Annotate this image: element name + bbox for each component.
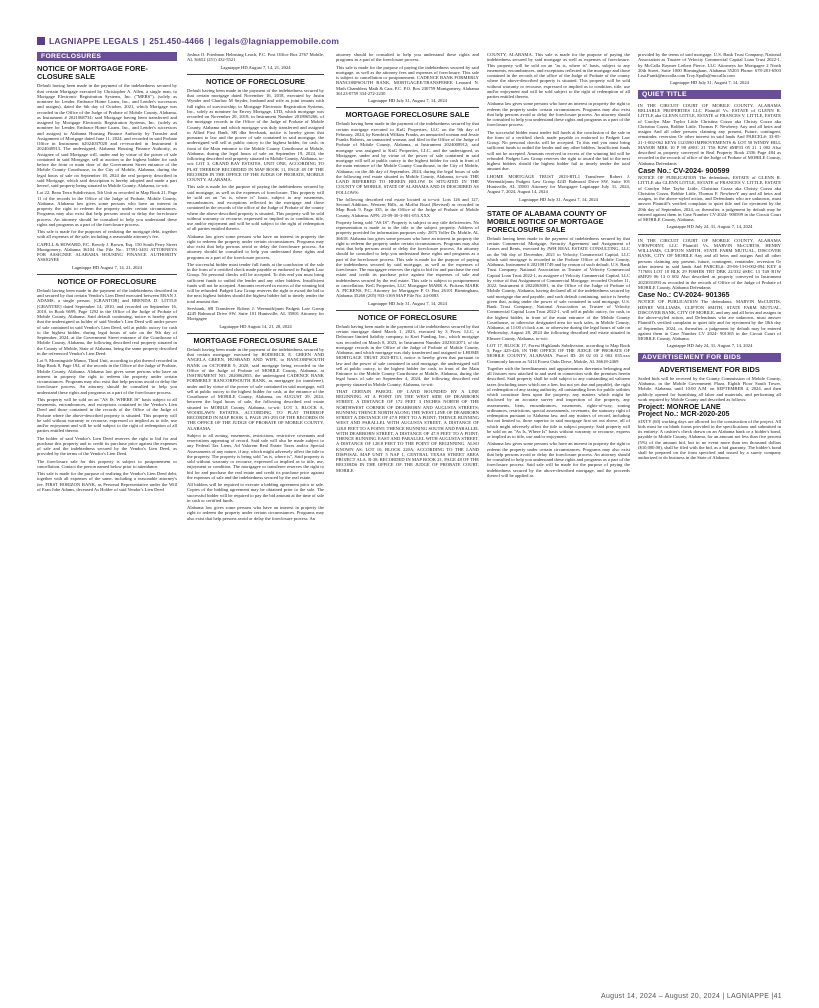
publication-line: Lagniappe HD July 31, August 7, 14, 2024	[670, 80, 749, 86]
publication-line: Lagniappe HD July 24, 31, August 7, 14, 2024	[666, 343, 753, 349]
column-2	[187, 52, 324, 987]
notice-paragraph: CAPELL & HOWARD, P.C. Bowdy J. Brown, Esq. 150 South Perry Street Montgomery, Alabama 36104 Our File No.: 37591-3401 ATTORNEYS FOR ASSIGNEE ALABAMA HOUSING FINANCE AUTHORITY ASSIGNEE	[37, 241, 177, 263]
notice-paragraph: The foreclosure sale for this property is subject to postponement or cancellation. Contact the person named below prior to attendance.	[37, 458, 177, 469]
notice-paragraph: IN THE CIRCUIT COURT OF MOBILE COUNTY, ALABAMA VIEWPOINT, LLC Plaintiff Vs. MARVIN McCURTIS, HENRY WILLIAMS, CLIFTON SMITH, STATE FARM MUTUAL, DISCOVER BANK, CITY OF MOBILE Any and all heirs and assigns And all other persons claiming any present, future, contingent, remainder, reversion Or other interest in said lands And PARCEL#: 29-06-13-0-002-094 KEY # 717683 LOT 18 BLK 29 FISHER TRT DBK 22/332 #SEC 13 T4S R1W #MP29 06 13 0 002 Also described as property conveyed in Instrument 2023031093 as recorded in the records of Office of the Judge of Probate of MOBILE County, Alabama Defendants	[638, 237, 781, 290]
notice-paragraph: Alabama law gives some persons who have an interest in property the right to redeem the property under certain circumstances. Programs may also exist that help persons avoid or delay the foreclosure process. An attorney should be consulted to help you understand these rights and programs as a part of the foreclosure process.	[187, 233, 324, 260]
notice-paragraph: The holder of said Vendor's Lien Deed reserves the right to bid for and purchase this property and to credit its purchase price against the expenses of sale and the indebtedness secured by the Vendor's Lien Deed, as provided by the terms of the Vendor's Lien Deed.	[37, 435, 177, 457]
notice-paragraph: Joshua O. Friedman Helmsing Leach, P.C. Post Office Box 2767 Mobile, AL 36652 (251) 432-5521	[187, 52, 324, 63]
notice-paragraph: IN THE CIRCUIT COURT OF MOBILE COUNTY, ALABAMA RELIABLE PROPERTIES LLC Plaintiff Vs. ESTATE of GLENN R. LITTLE aka GLENN LITTLE, ESTATE of FRANCES V. LITTLE, ESTATE of Carolyn Mae Taylor Little Christina Cozza aka Christy Cozza aka Christina Cozza, Robbie Little, Thomas F. Newberry Any and all heirs and assigns And all other persons claiming any present, Future, contingent, remainder, reversion Or other interest in said lands And PARCEL#: 33-05-21-1-002-062 KEY# 1123590 IMPROVEMENTS & LOT 58 WINDY HILL MANOR MBK 10 P 98 #SEC 21 T5S R2W #MP33 05 21 1 002 Also described as property conveyed in Real Property Book 2336 Page 484 as recorded in the records of office of the Judge of Probate of MOBILE County, Alabama Defendants	[638, 102, 781, 166]
notice-paragraph: Property being sold "AS IS". Property is subject to any title deficiencies. No representation is made as to the title to the subject property. Address of property provided for information purposes only: 2875 Voller Dr. Mobile, AL 36618. Alabama law gives some persons who have an interest in property the right to redeem the property under certain circumstances. Programs may also exist that help persons avoid or delay the foreclosure process. An attorney should be consulted to help you understand these rights and programs as a part of the foreclosure process. This sale is made for the purpose of paying the indebtedness secured by said mortgage, as well as the expenses of foreclosure. The mortgagee reserves the right to bid for and purchase the real estate and credit its purchase price against the expenses of sale and indebtedness secured by the real estate. This sale is subject to postponement or cancellation. KnG Properties, LLC Mortgagee MARK A. Pickens MARK A. PICKENS, P.C. Attorney for Mortgagee P. O. Box 26101 Birmingham, Alabama 35260 (205) 933-1169 MAP File No. 24-0083	[336, 219, 479, 299]
notice-paragraph: This sale is made for the purpose of realizing the Vendor's Lien Deed debt, together with all expenses of the same, including a reasonable attorney's fee. FIRST HORIZON BANK, as Personal Representative under the Will of Eran Jobe Adams, deceased As Holder of said Vendor's Lien Deed	[37, 471, 177, 492]
notice-paragraph: Default having been made in the payment of the indebtedness secured by that certain Mortgage executed by Christopher A. Allen, a single man, to Mortgage Electronic Registration Systems, Inc. ("MERS"), (solely as nominee for Lender, Embrace Home Loans, Inc., and Lender's successors and assigns), dated the 6th day of October, 2021, which Mortgage was recorded in the Office of the Judge of Probate of Mobile County, Alabama, as Instrument # 2021068734; said Mortgage having been transferred and assigned by Mortgage Electronic Registration Systems, Inc. (solely as nominee for Lender, Embrace Home Loans, Inc., and Lender's successors and assigns) to Alabama Housing Finance Authority by Transfer and Assignment of Mortgage dated June 11, 2024, and recorded in said Probate Office in Instrument #2024037020 and re-recorded in Instrument # 2024040913. The undersigned, Alabama Housing Finance Authority, as Assignee of said Mortgage will, under and by virtue of the power of sale contained in said Mortgage, sell at auction to the highest bidder for cash before the front or main door of the Government Street entrance of the Mobile County Courthouse, in the City of Mobile, Alabama, during the legal hours of sale on September 18, 2024 the real property described in said Mortgage, which said description is hereby adopted and made a part hereof, said property being situated in Mobile County, Alabama, to-wit:	[37, 83, 177, 188]
notice-paragraph: NOTICE OF PUBLICATION The defendants, MARVIN McCURTIS, HENRY WILLIAMS, CLIFTON SMITH, STATE FARM MUTUAL, DISCOVER BANK, CITY OF MOBILE, and any and all heirs and assigns in the above-styled action, and Defendants who are unknown, must answer Plaintiff's verified complaint to quiet title and for ejectment by the 18th day of September, 2024, or, thereafter, a judgement by default may be entered against them in Case Number CV 2024- 901365 in the Circuit Court of MOBILE County, Alabama.	[638, 299, 781, 341]
notice-paragraph: NOTICE OF PUBLICATION The defendants, ESTATE of GLENN R. LITTLE aka GLENN LITTLE, ESTATE of FRANCES V. LITTLE, ESTATE of Carolyn Mae Taylor Little, Christina Cozza aka Christy Cozza aka Christina Cozza, Robbie Little, Thomas F. NewberrY any and all heirs and assigns, in the above-styled action, and Defendants who are unknown, must answer Plaintiff's verified complaint to quiet title and for ejectment by the 20th day of September, 2024, or, thereafter, a judgement by default may be entered against them in Case Number CV-2024- 900599 in the Circuit Court of MOBILE County, Alabama.	[638, 175, 781, 222]
publication-line: Lagniappe HD August 7, 14, 21, 2024	[220, 64, 291, 70]
section-band-foreclosures: FORECLOSURES	[37, 52, 177, 61]
case-number: Case No.: CV-2024- 900599	[638, 165, 730, 175]
notice-paragraph: The successful bidder must tender full funds at the conclusion of the sale in the form of a certified check made payable or endorsed to Padgett Law Group. No personal checks will be accepted. To this end you must bring sufficient funds to outbid the lender and any other bidders. Insufficient funds will not be accepted. Amounts received in excess of the winning bid will be refunded. Padgett Law Group reserves the right to award the bid to the next highest bidders should the highest bidder fail to timely tender the total amount due.	[487, 129, 630, 172]
section-band-ads-for-bids: ADVERTISEMENT FOR BIDS	[638, 353, 781, 362]
divider	[638, 234, 781, 235]
notice-heading: MORTGAGE FORECLOSURE SALE	[193, 335, 318, 345]
case-number: Case No.: CV-2024- 901365	[638, 290, 730, 299]
divider	[487, 206, 630, 207]
page-header-bar	[37, 35, 782, 47]
header-email[interactable]: legals@lagniappemobile.com	[214, 36, 340, 46]
notice-paragraph: provided by the terms of said mortgage. U.S. Bank Trust Company, National Association as Trustee of Velocity Commercial Capital Loan Trust 2022-1, by McCalla Raymer Leibert Pierce, LLC Attorneys for Mortgagee 2 North 20th Street, Suite 1000 Birmingham, Alabama 35203 Phone: 678-281-6503 Lisa.Frank@mccalla.com Troy.Spalls@mccalla.com	[638, 52, 781, 78]
notice-paragraph: THAT CERTAIN PARCEL OF LAND BOUNDED BY A LINE BEGINNING AT A POINT ON THE WEST SIDE OF DEARBORN STREET, A DISTANCE OF 172 FEET 3 INCHES NORTH OF THE NORTHWEST CORNER OF DEARBORN AND AUGUSTA STREETS; RUNNING THENCE NORTH ALONG THE WEST LINE OF DEARBORN STREET A DISTANCE OF 47.9 FEET TO A POINT; THENCE RUNNING WEST AND PARALLEL WITH AUGUSTA STREET, A DISTANCE OF 128.8 FEET TO A POINT; THENCE RUNNING SOUTH AND PARALLEL WITH DEARBORN STREET, A DISTANCE OF 47.9 FEET TO A POINT; THENCE RUNNING EAST AND PARALLEL WITH AUGUSTA STREET, A DISTANCE OF 128.8 FEET TO THE POINT OF BEGINNING. ALSO KNOWN AS: LOT 10, BLOCK 220A, ACCORDING TO THE LAND DISPOSAL MAP UNIT 5 NAP 1, CENTRAL TEXAS STREET AREA PROJECT ALA. R-38, RECORDED IN MAP BOOK 21, PAGE 48 OF THE RECORDS IN THE OFFICE OF THE JUDGE OF PROBATE COURT, MOBILE	[336, 388, 479, 473]
notice-heading: MORTGAGE FORECLOSURE SALE	[345, 110, 470, 120]
notice-paragraph: LHOME MORTGAGE TRUST 2023-RTL1 Transferee Robert J. Wermuth/jmm Padgett Law Group 4245 Balmoral Drive SW, Suite 101 Huntsville, AL 35801 Attorney for Mortgagee Lagniappe July 31, 2024, August 7, 2024, August 14, 2024	[487, 173, 630, 195]
section-band-quiet-title: QUIET TITLE	[638, 90, 781, 99]
header-separator: |	[208, 36, 211, 46]
publication-line: Lagniappe HD July 31, August 7, 14, 2024	[519, 196, 598, 202]
notice-paragraph: Subject to all zoning, easements, restrictions, restrictive covenants and reservations appearing of record. Said sale will also be made subject to any Federal Tax Liens, Ad Valorem Real Estate Taxes and/or Special Assessments of any nature, if any, which might adversely affect the title to the property. The property is being sold "as is, where is". Said property is sold without warranty or recourse, expressed or implied as to title, use, enjoyment or condition. The mortgagee or transferee reserves the right to bid for and purchase the real estate and credit its purchase price against the expenses of sale and the indebtedness secured by the real estate.	[187, 432, 324, 480]
header-phone: 251.450-4466	[149, 36, 205, 46]
notice-heading: NOTICE OF FORECLOSURE	[358, 312, 457, 322]
divider	[336, 310, 479, 311]
notice-paragraph: SIXTY (60) working days are allowed for the construction of the project. All bids must be on blank forms provided in the specifications and submitted in its entirety. A cashier's check drawn on an Alabama bank or a bidder's bond, payable to Mobile County, Alabama, for an amount not less than five percent (5%) of the amount bid, but in no event more than ten thousand dollars ($10,000.00), shall be filed with the bid, as a bid guaranty. The bidder's bond shall be prepared on the form specified and issued by a surety company authorized to do business in the State of Alabama.	[638, 418, 781, 461]
publication-line: Lagniappe HD August 14, 21, 28, 2024	[219, 323, 292, 329]
notice-paragraph: This sale is made for the purposes of realizing the mortgage debt, together with all expenses of the sale, including a reasonable attorney's fee.	[37, 229, 177, 240]
notice-paragraph: Alabama law gives some persons who have an interest in property the right to redeem the property under certain circumstances. Programs may also exist that help persons avoid or delay the foreclosure process. An attorney should be consulted to help you understand these rights and programs as a part of the foreclosure process. Said sale will be made for the purpose of paying the indebtedness secured by the above-described mortgage, and the proceeds thereof will be applied as	[487, 441, 630, 478]
column-3	[336, 52, 479, 987]
notice-paragraph: Default having been made in the payment of indebtedness secured by that certain Commercial Mortgage, Security Agreement and Assignment of Leases and Rents, executed by JWH REAL ESTATE CONSULTING, LLC on the 9th day of December, 2021 to Velocity Commercial Capital, LLC which said mortgage is recorded in the Probate Office of Mobile County, Alabama, Instrument # 2021081749 and by reason of such default, U.S. Bank Trust Company, National Association as Trustee of Velocity Commercial Capital Loan Trust 2022-1, as assignee of Velocity Commercial Capital, LLC by virtue of that Assignment of Commercial Mortgage, recorded October 11, 2022, Instrument # 2022063001, in the Office of the Judge of Probate of Mobile County, Alabama, having declared all of the indebtedness secured by said mortgage due and payable, and such default continuing, notice is hereby given that, acting under the power of sale contained in said mortgage, U.S. Bank Trust Company, National Association as Trustee of Velocity Commercial Capital Loan Trust 2022-1, will sell at public outcry, for cash, to the highest bidder, in front of the main entrance of the Mobile County Courthouse, or otherwise designated area for such sales, in Mobile County, Alabama, at 11:00 o'clock a.m. or otherwise during the legal hours of sale on Wednesday, August 28, 2024 the following described real estate situated in Elmore County, Alabama, to-wit:	[487, 235, 630, 341]
notice-paragraph: Alabama law gives some persons who have an interest in property the right to redeem the property under certain circumstances. Programs may also exist that help persons avoid or delay the foreclosure process. An attorney should be consulted to help you understand these rights and programs as a part of the foreclosure process.	[487, 101, 630, 128]
publication-line: Lagniappe HD July 31, August 7, 14, 2024	[368, 300, 447, 306]
column-1	[37, 52, 177, 987]
project-name: Project: MONROE LANE	[638, 402, 721, 411]
notice-paragraph: The successful bidder must tender full funds at the conclusion of the sale in the form of a certified check made payable or endorsed to Padgett Law Group. No personal checks will be accepted. To this end you must bring sufficient funds to outbid the lender and any other bidders. Insufficient funds will not be accepted. Amounts received in excess of the winning bid will be refunded. Padgett Law Group reserves the right to award the bid to the next highest bidders should the highest bidder fail to timely tender the total amount due.	[187, 261, 324, 304]
divider	[187, 333, 324, 334]
notice-paragraph: This sale is made for the purpose of paying the indebtedness secured by said mortgage, as well as the expenses of foreclosure. This property will be sold on an "as is, where is" basis, subject to any easements, encumbrances, and exceptions reflected in the mortgage and those contained in the records of the office of the Judge of Probate of the county where the above-described property is situated. This property will be sold without warranty or recourse, expressed or implied as to condition, title, use and/or enjoyment and will be sold subject to the right of redemption of all parties entitled thereto.	[187, 184, 324, 232]
notice-paragraph: Servbank, SB Transferee Robert J. Wermuth/jmm Padgett Law Group 4245 Balmoral Drive SW, Suite 101 Huntsville, AL 35801 Attorney for Mortgagee	[187, 305, 324, 322]
notice-paragraph: Sealed bids will be received by the County Commission of Mobile County, Alabama, in the Mobile Government Plaza, Eighth Floor South Tower, Mobile, Alabama, until 10:00 A.M. on SEPTEMBER 4, 2024, and then publicly opened for furnishing all labor and materials, and performing all work required by Mobile County and described as follows:	[638, 375, 781, 402]
publication-line: Lagniappe HD July 31, August 7, 14, 2024	[368, 98, 447, 103]
notice-paragraph: The following described real estate located at to-wit: Lots 126 and 127, Second Addition, Western Hills, as Moffat Road (Revised) as recorded in Map Book 9, Page 335, in the Office of the Judge of Probate of Mobile County, Alabama. APN: 23-09-30-3-001-053.XXX	[336, 196, 479, 218]
notice-heading: NOTICE OF FORECLOSURE	[57, 276, 157, 286]
notice-heading: NOTICE OF MORTGAGE FORE-CLOSURE SALE	[37, 64, 148, 82]
header-square-icon	[37, 37, 45, 45]
project-number: Project No.: MCR-2020-205	[638, 409, 730, 419]
notice-paragraph: This property will be sold on an "AS IS, WHERE IS" basis subject to all easements, encumbrances, and exceptions contained in the Vendor's Lien Deed and those contained in the records of the Office of the Judge of Probate where the above-described property is situated. This property will be sold without warranty or recourse, expressed or implied as to title, use and/or enjoyment and will be sold subject to the right of redemption of all parties entitled thereto.	[37, 396, 177, 434]
notice-paragraph: Together with the hereditaments and appurtenances thereunto belonging and all fixtures now attached to and used in connection with the premises herein described. Said property shall be sold subject to any outstanding ad valorem taxes (including taxes which are a lien, but not yet due and payable), the right of redemption of any taxing authority, all outstanding liens for public utilities which constitute liens upon the property, any matters which might be disclosed by an accurate survey and inspection of the property, any assessments, liens, encumbrances, easements, rights-of-way, zoning ordinances, restrictions, special assessments, covenants, the statutory right of redemption pursuant to Alabama law, and any matters of record, including but not limited to, those superior to said mortgage first set out above, all of which might adversely affect the title to subject property. Said property will be sold on an "As Is, Where Is" basis without warranty or recourse, express or implied as to title, use and/or enjoyment.	[487, 365, 630, 439]
notice-paragraph: All bidders will be required to execute a bidding agreement prior to sale. Copies of the bidding agreement may be obtained prior to the sale. The successful bidder will be required to pay the bid amount at the time of sale in cash or certified funds.	[187, 482, 324, 503]
notice-heading: ADVERTISEMENT FOR BIDS	[659, 364, 760, 374]
notice-paragraph: Lot 22, Beau Terra Subdivision, 5th Unit as recorded in Map Book 21, Page 11 of the records in the Office of the Judge of Probate, Mobile County, Alabama. Alabama law gives some persons who have an interest in property the right to redeem the property under certain circumstances. Programs may also exist that help persons avoid or delay the foreclosure process. An attorney should be consulted to help you understand these rights and programs as a part of the foreclosure process.	[37, 190, 177, 227]
divider	[336, 107, 479, 108]
notice-paragraph: Default having been made in the payment of the indebtedness secured by that certain mortgage dated November 16, 2018, executed by Justin Wynder and Charlaw M Snyder, husband and wife as joint tenants with full rights of survivorship, to Mortgage Electronic Registration Systems, Inc., solely as nominee for Envoy Mortgage, LTD, which mortgage was recorded on November 20, 2018, in Instrument Number 2018065266, of the mortgage records in the Office of the Judge of Probate of Mobile County, Alabama and which mortgage was duly transferred and assigned to Allied First Bank, SB dba Servbank, notice is hereby given that pursuant to law and the power of sale contained in said mortgage, the undersigned will sell at public outcry to the highest bidder, for cash, in front of the Main entrance to the Mobile County Courthouse at Mobile, Alabama, during the legal hours of sale on September 19, 2024, the following described real property situated in Mobile County, Alabama, to-wit: LOT 3, GRAND BAY ESTATES, UNIT ONE, ACCORDING TO PLAT THEREOF RECORDED IN MAP BOOK 11, PAGE 49 OF THE RECORDS IN THE OFFICE OF THE JUDGE OF PROBATE, MOBILE COUNTY, ALABAMA.	[187, 87, 324, 182]
section-title: LAGNIAPPE LEGALS	[49, 36, 139, 46]
notice-paragraph: Default having been made in the payment of the indebtedness described in and secured by that certain Vendor's Lien Deed executed between ERAN J. ADAMS, a single person, [GRANTOR] and BRENDA D. LITTLE [GRANTEE] dated September 14, 2010, and recorded on September 16, 2010, in Book 6699, Page 1292 in the Office of the Judge of Probate of Mobile County, Alabama. Said default continuing, notice is hereby given that the undersigned as holder of said Vendor's Lien Deed will under power of sale contained in said Vendor's Lien Deed, sell at public outcry for cash to the highest bidder, during legal hours of sale on the 9th day of September, 2024, at the Government Street entrance of the Courthouse of Mobile County, Alabama, the following described real property situated in the County of Mobile, State of Alabama, being the same property described in the referenced Vendor's Lien Deed:	[37, 287, 177, 356]
notice-paragraph: COUNTY, ALABAMA. This sale is made for the purpose of paying the indebtedness secured by said mortgage as well as expenses of foreclosure. This property will be sold on an "as is, where is" basis, subject to any easements, encumbrances, and exceptions reflected in the mortgage and those contained in the records of the office of the Judge of Probate of the county where the above-described property is situated. This property will be sold without warranty or recourse, expressed or implied as to condition, title, use and/or enjoyment and will be sold subject to the right of redemption of all parties entitled thereto.	[487, 52, 630, 99]
notice-paragraph: Lot 9, Morningside Manor, Third Unit, according to plat thereof recorded in Map Book 8, Page 194, of the records in the Office of the Judge of Probate, Mobile County, Alabama. Alabama law gives some persons who have an interest in property the right to redeem the property under certain circumstances. Programs may also exist that help persons avoid or delay the foreclosure process. An attorney should be consulted to help you understand these rights and programs as a part of the foreclosure process.	[37, 358, 177, 395]
page-footer: August 14, 2024 – August 20, 2024 | LAGNIAPPE |41	[600, 993, 782, 1000]
column-4	[487, 52, 630, 987]
publication-line: Lagniappe HD July 24, 31, August 7, 14, 2024	[666, 224, 753, 230]
column-5	[638, 52, 781, 987]
notice-heading: NOTICE OF FORECLOSURE	[206, 76, 305, 86]
notice-paragraph: LOT 17, BLOCK 17, Forest Highlands Subdivision, according to Map Book 5, Page 425-426, IN THE OFFICE OF THE JUDGE OF PROBATE OF MOBILE COUNTY, ALABAMA. Parcel ID: 28 02 03 2 002 035.xxx Commonly known as 5414 Forest Oaks Drive, Mobile, AL 36618-2469	[487, 342, 630, 364]
notice-paragraph: Default having been made in the payment of the indebtedness secured by that certain mortgage dated March 1, 2023, executed by 3 Fives, LLC, a Delaware limited liability company, to Kavi Funding, Inc., which mortgage was recorded on March 8, 2023, in Instrument Number 2023012071, of the mortgage records in the Office of the Judge of Probate of Mobile County, Alabama, and which mortgage was duly transferred and assigned to LHOME MORTGAGE TRUST 2023-RTL1, notice is hereby given that pursuant to law and the power of sale contained in said mortgage, the undersigned will sell at public outcry, to the highest bidder for cash, in front of the Main Entrance to the Mobile County Courthouse at Mobile, Alabama, during the legal hours of sale on September 4, 2024, the following described real property situated in Mobile County, Alabama, to-wit:	[336, 323, 479, 387]
notice-paragraph: Alabama law gives some persons who have an interest in property the right to redeem the property under certain circumstances. Programs may also exist that help persons avoid or delay the foreclosure process. An	[187, 505, 324, 521]
notice-paragraph: This sale is made for the purpose of paying the indebtedness secured by said mortgage, as well as the attorney fees and expenses of foreclosure. This sale is subject to cancellation or postponement. CADENCE BANK FORMERLY BANCORPSOUTH BANK, MORTGAGEE/TRANSFEREE Leonard N. Math Chambless Math & Carr, P.C. P.O. Box 230759 Montgomery, Alabama 36123-0759 334-272-2230	[336, 64, 479, 96]
publication-line: Lagniappe HD August 7, 14, 21, 2024	[71, 264, 143, 270]
notice-heading: STATE OF ALABAMA COUNTY OF MOBILE NOTICE OF MORTGAGE FORECLOSURE SALE	[487, 208, 607, 234]
header-separator: |	[142, 36, 146, 46]
notice-paragraph: Default having been made in the payment of the indebtedness secured by that certain mortgage executed by RODERICK E. GREEN AND ANGELA GREEN, HUSBAND AND WIFE, to BANCORPSOUTH BANK on OCTOBER 9, 2020, said mortgage being recorded in the Office of the Judge of Probate of MOBILE County, Alabama, at INSTRUMENT NO. 2020062855, the undersigned CADENCE BANK FORMERLY BANCORPSOUTH BANK, as mortgagee (or transferee), under and by virtue of the power of sale contained in said mortgage, will sell at public outcry to the highest bidder for cash, at the entrance of the Courthouse of MOBILE County, Alabama, on AUGUST 29, 2024, between the legal hours of sale, the following described real estate situated in MOBILE County, Alabama, to-wit: LOT 3, BLOCK A, WOODLAWN ESTATES, ACCORDING TO PLAT THEREOF RECORDED IN MAP BOOK 3, PAGE 291-293 OF THE RECORDS IN THE OFFICE OF THE JUDGE OF PROBATE OF MOBILE COUNTY, ALABAMA.	[187, 346, 324, 431]
notice-paragraph: Default having been made in the payment of the indebtedness secured by that certain mortgage executed to KnG Properties, LLC on the 9th day of February, 2024, by Kendrick Wilkins Franks, an unmarried woman and Jessie Franks Roberts, an unmarried woman, and filed in the Office of the Judge of Probate of Mobile County, Alabama, at Instrument 2024008912; said mortgage was assigned to KnG Properties, LLC, and the undersigned, as Mortgagee, under and by virtue of the power of sale contained in said mortgage will sell at public outcry to the highest bidder for cash in front of the main entrance of the Mobile County Courthouse, in the City of Mobile, Alabama, on the 4th day of September, 2024, during the legal hours of sale the following real estate situated in Mobile County, Alabama, to-wit: THE LAND REFERRED TO HEREIN BELOW IS SITUATED IN THE COUNTY OF MOBILE, STATE OF ALABAMA AND IS DESCRIBED AS FOLLOWS:	[336, 121, 479, 195]
divider	[187, 74, 324, 75]
divider	[37, 274, 177, 275]
notice-paragraph: attorney should be consulted to help you understand these rights and programs as a part of the foreclosure process.	[336, 52, 479, 63]
